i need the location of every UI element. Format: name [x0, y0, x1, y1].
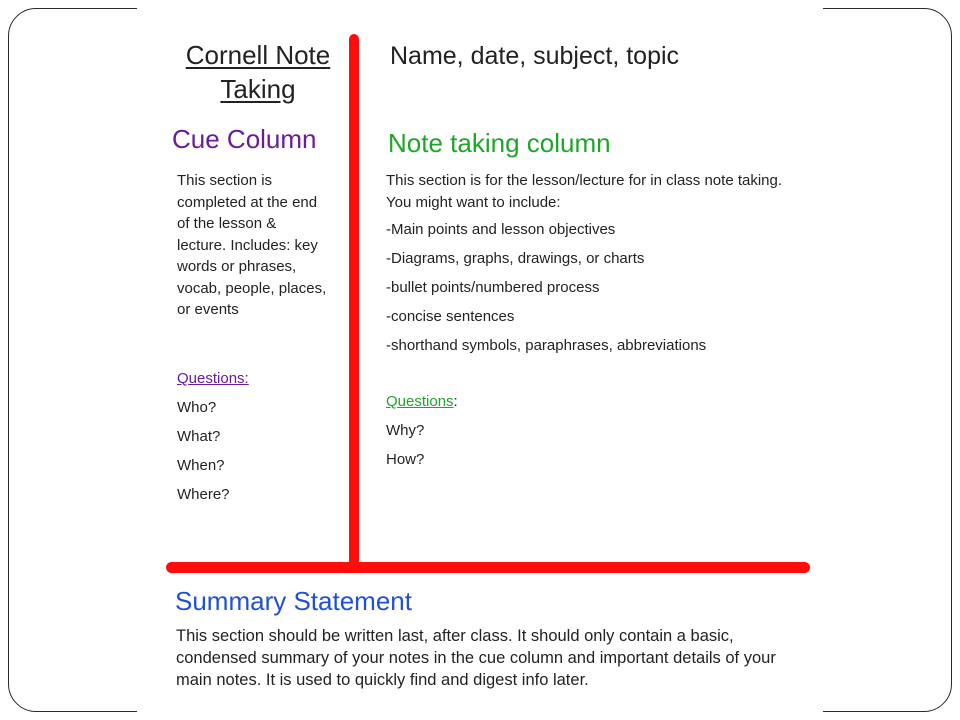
note-item-concise-sentences: -concise sentences	[386, 308, 515, 325]
summary-text: This section should be written last, after class. It should only contain a basic, condensed summary of your notes in the cue column and important details of your main notes. It is used to quickly find and digest info later.	[176, 627, 776, 689]
cue-column-heading: Cue Column	[172, 124, 317, 154]
cue-question-when: When?	[177, 457, 225, 474]
note-column-description: This section is for the lesson/lecture for in class note taking. You might want to include:	[386, 172, 783, 211]
note-question-why: Why?	[386, 422, 425, 439]
summary-heading: Summary Statement	[175, 586, 412, 616]
note-item-diagrams: -Diagrams, graphs, drawings, or charts	[386, 250, 645, 267]
horizontal-divider	[166, 562, 810, 573]
note-questions-colon: :	[453, 393, 458, 410]
note-questions-label: Questions	[386, 393, 454, 410]
cue-column-description: This section is completed at the end of the lesson & lecture. Includes: key words or phrases, vocab, people, places, or events	[177, 172, 327, 318]
note-item-shorthand: -shorthand symbols, paraphrases, abbreviations	[386, 337, 707, 354]
note-item-bullet-points: -bullet points/numbered process	[386, 279, 600, 296]
cue-questions-label: Questions:	[177, 370, 249, 387]
note-item-main-points: -Main points and lesson objectives	[386, 221, 616, 238]
cue-question-where: Where?	[177, 486, 230, 503]
vertical-divider	[349, 34, 359, 566]
note-questions-heading	[386, 393, 458, 410]
page-title: Cornell Note Taking	[185, 40, 331, 104]
cue-question-what: What?	[177, 428, 221, 445]
note-column-heading: Note taking column	[388, 128, 611, 158]
header-fields-label: Name, date, subject, topic	[390, 42, 680, 70]
note-question-how: How?	[386, 451, 425, 468]
cue-question-who: Who?	[177, 399, 217, 416]
